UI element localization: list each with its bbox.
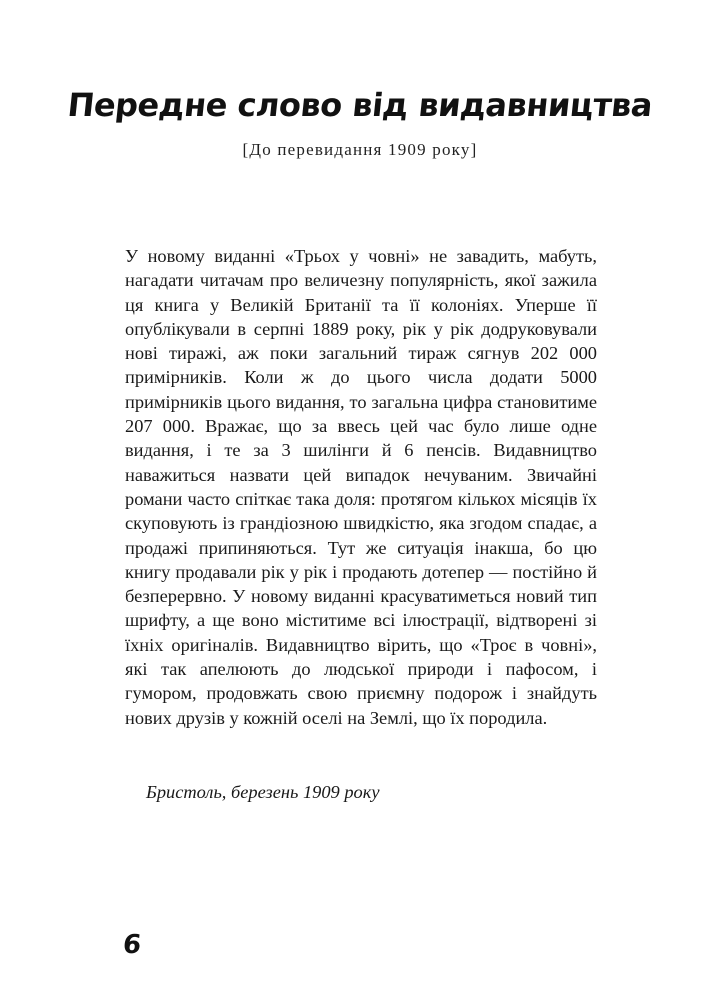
page-title: Передне слово від видавництва [65,86,655,124]
page-number: 6 [121,930,143,960]
main-paragraph: У новому виданні «Трьох у човні» не завадить, мабуть, нагадати читачам про величезну популярність, якої зажила ця книга у Великій Британії та її колоніях. Уперше її опублікували в серпні 1889 року, рік у рік додруковували нові тиражі, аж поки загальний тираж сягнув 202 000 примірників. Коли ж до цього числа додати 5000 примірників цього видання, то загальна цифра становитиме 207 000. Вражає, що за ввесь цей час було лише одне видання, і те за 3 шилінги й 6 пенсів. Видавництво наважиться назвати цей випадок нечуваним. Звичайні романи часто спіткає така доля: протягом кількох місяців їх скуповують із грандіозною швидкістю, яка згодом спадає, а продажі припиняються. Тут же ситуація інакша, бо цю книгу продавали рік у рік і продають дотепер — постійно й безперервно. У новому виданні красуватиметься новий тип шрифту, а ще воно міститиме всі ілюстрації, відтворені зі їхніх оригіналів. Видавництво вірить, що «Троє в човні», які так апелюють до людської природи і пафосом, і гумором, продовжать свою приємну подорож і знайдуть нових друзів у кожній оселі на Землі, що їх породила. [125,246,597,728]
body-text [125,244,597,730]
signature-line: Бристоль, березень 1909 року [146,782,380,802]
page-subtitle: [До перевидання 1909 року] [242,140,478,159]
